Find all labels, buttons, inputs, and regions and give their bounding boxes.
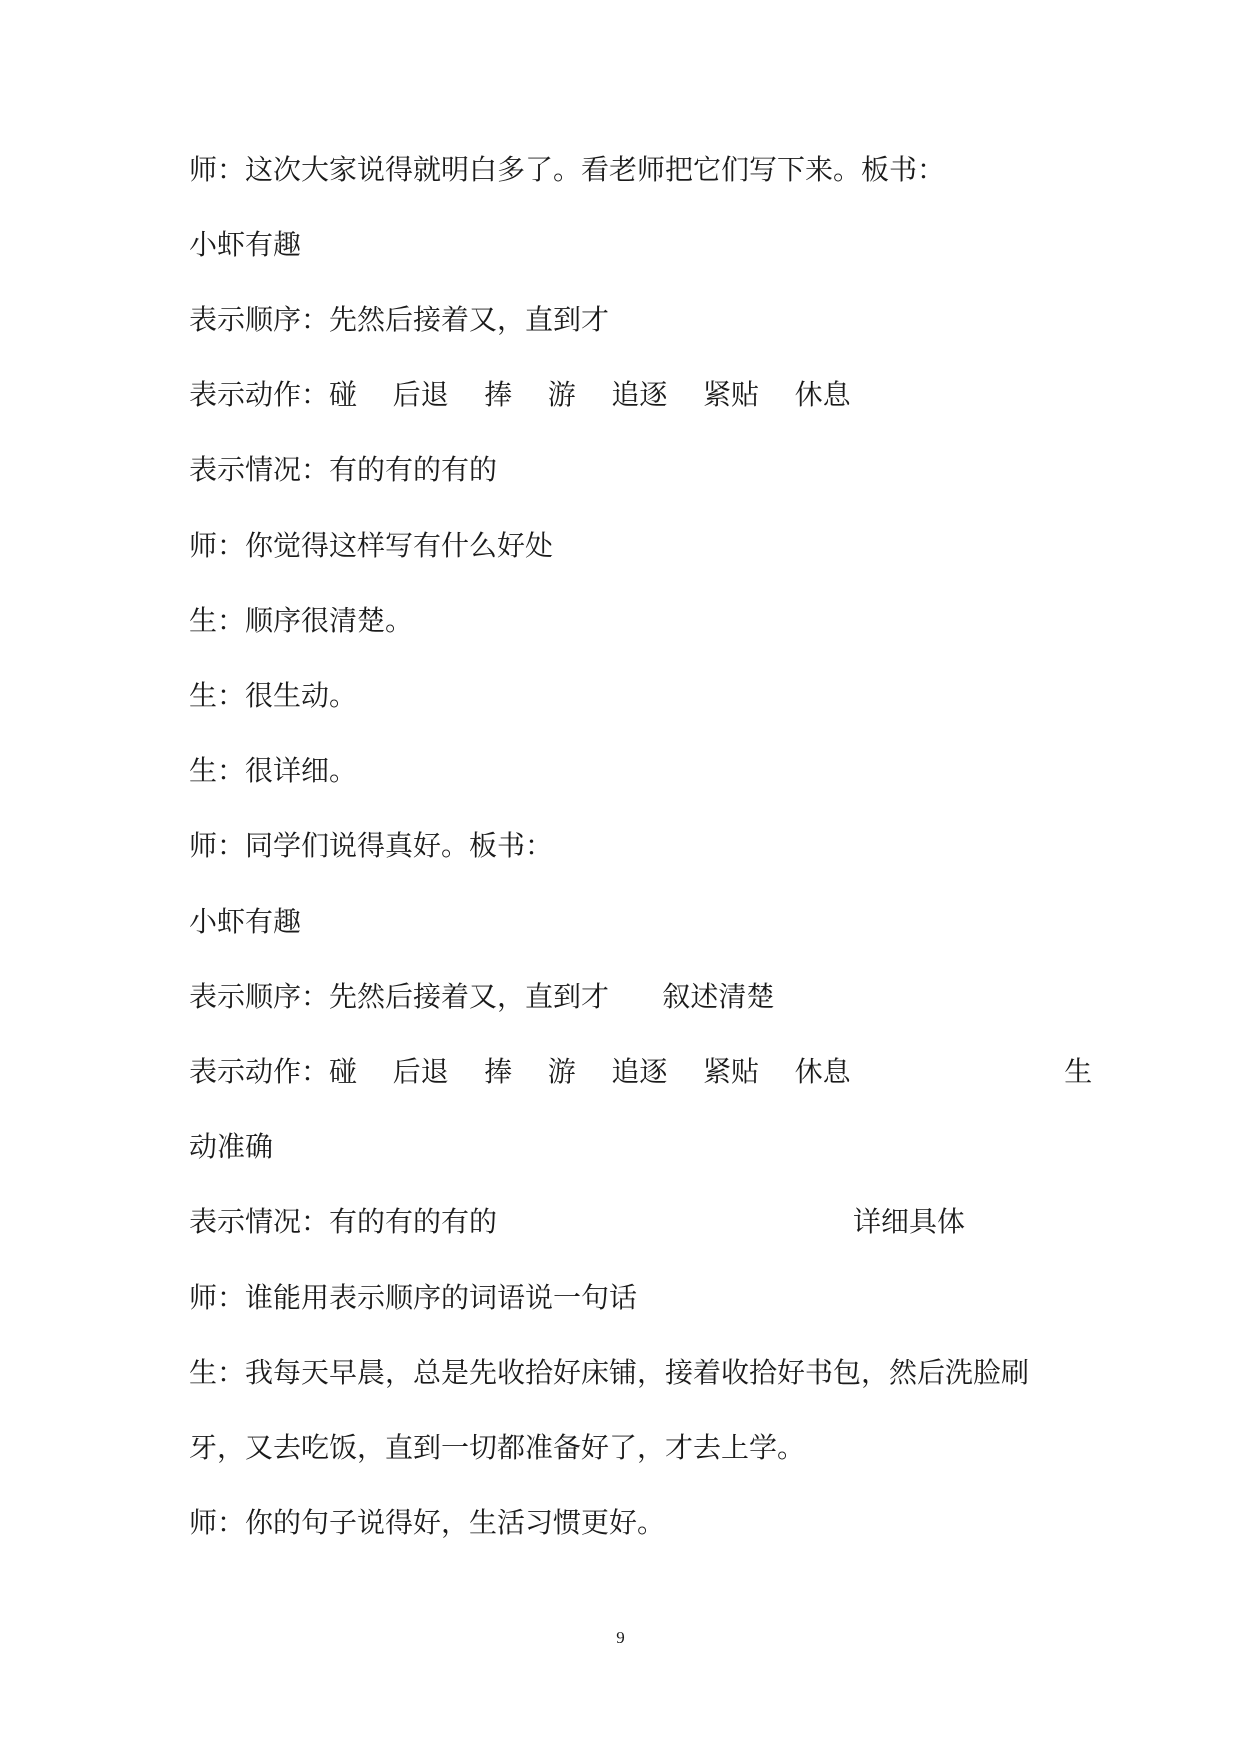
- paragraph-line: 表示动作：碰 后退 捧 游 追逐 紧贴 休息 生: [189, 1055, 1093, 1088]
- paragraph-line: 生：很生动。: [189, 679, 358, 712]
- paragraph-line: 师：谁能用表示顺序的词语说一句话: [189, 1281, 638, 1314]
- paragraph-line: 生：顺序很清楚。: [189, 604, 414, 637]
- paragraph-line: 小虾有趣: [189, 905, 302, 938]
- paragraph-line: 生：很详细。: [189, 754, 358, 787]
- paragraph-line: 表示顺序：先然后接着又，直到才 叙述清楚: [189, 980, 775, 1013]
- paragraph-line: 小虾有趣: [189, 228, 302, 261]
- paragraph-line: 表示动作：碰 后退 捧 游 追逐 紧贴 休息: [189, 378, 851, 411]
- paragraph-line: 表示顺序：先然后接着又，直到才: [189, 303, 610, 336]
- page-number: 9: [616, 1628, 625, 1647]
- paragraph-line: 表示情况：有的有的有的: [189, 453, 498, 486]
- paragraph-line: 表示情况：有的有的有的 详细具体: [189, 1205, 966, 1238]
- paragraph-line: 师：你觉得这样写有什么好处: [189, 529, 554, 562]
- paragraph-line: 生：我每天早晨，总是先收拾好床铺，接着收拾好书包，然后洗脸刷: [189, 1356, 1030, 1389]
- paragraph-line: 动准确: [189, 1130, 274, 1163]
- paragraph-line: 牙，又去吃饭，直到一切都准备好了，才去上学。: [189, 1431, 806, 1464]
- paragraph-line: 师：你的句子说得好，生活习惯更好。: [189, 1506, 666, 1539]
- paragraph-line: 师：同学们说得真好。板书：: [189, 829, 554, 862]
- paragraph-line: 师：这次大家说得就明白多了。看老师把它们写下来。板书：: [189, 153, 946, 186]
